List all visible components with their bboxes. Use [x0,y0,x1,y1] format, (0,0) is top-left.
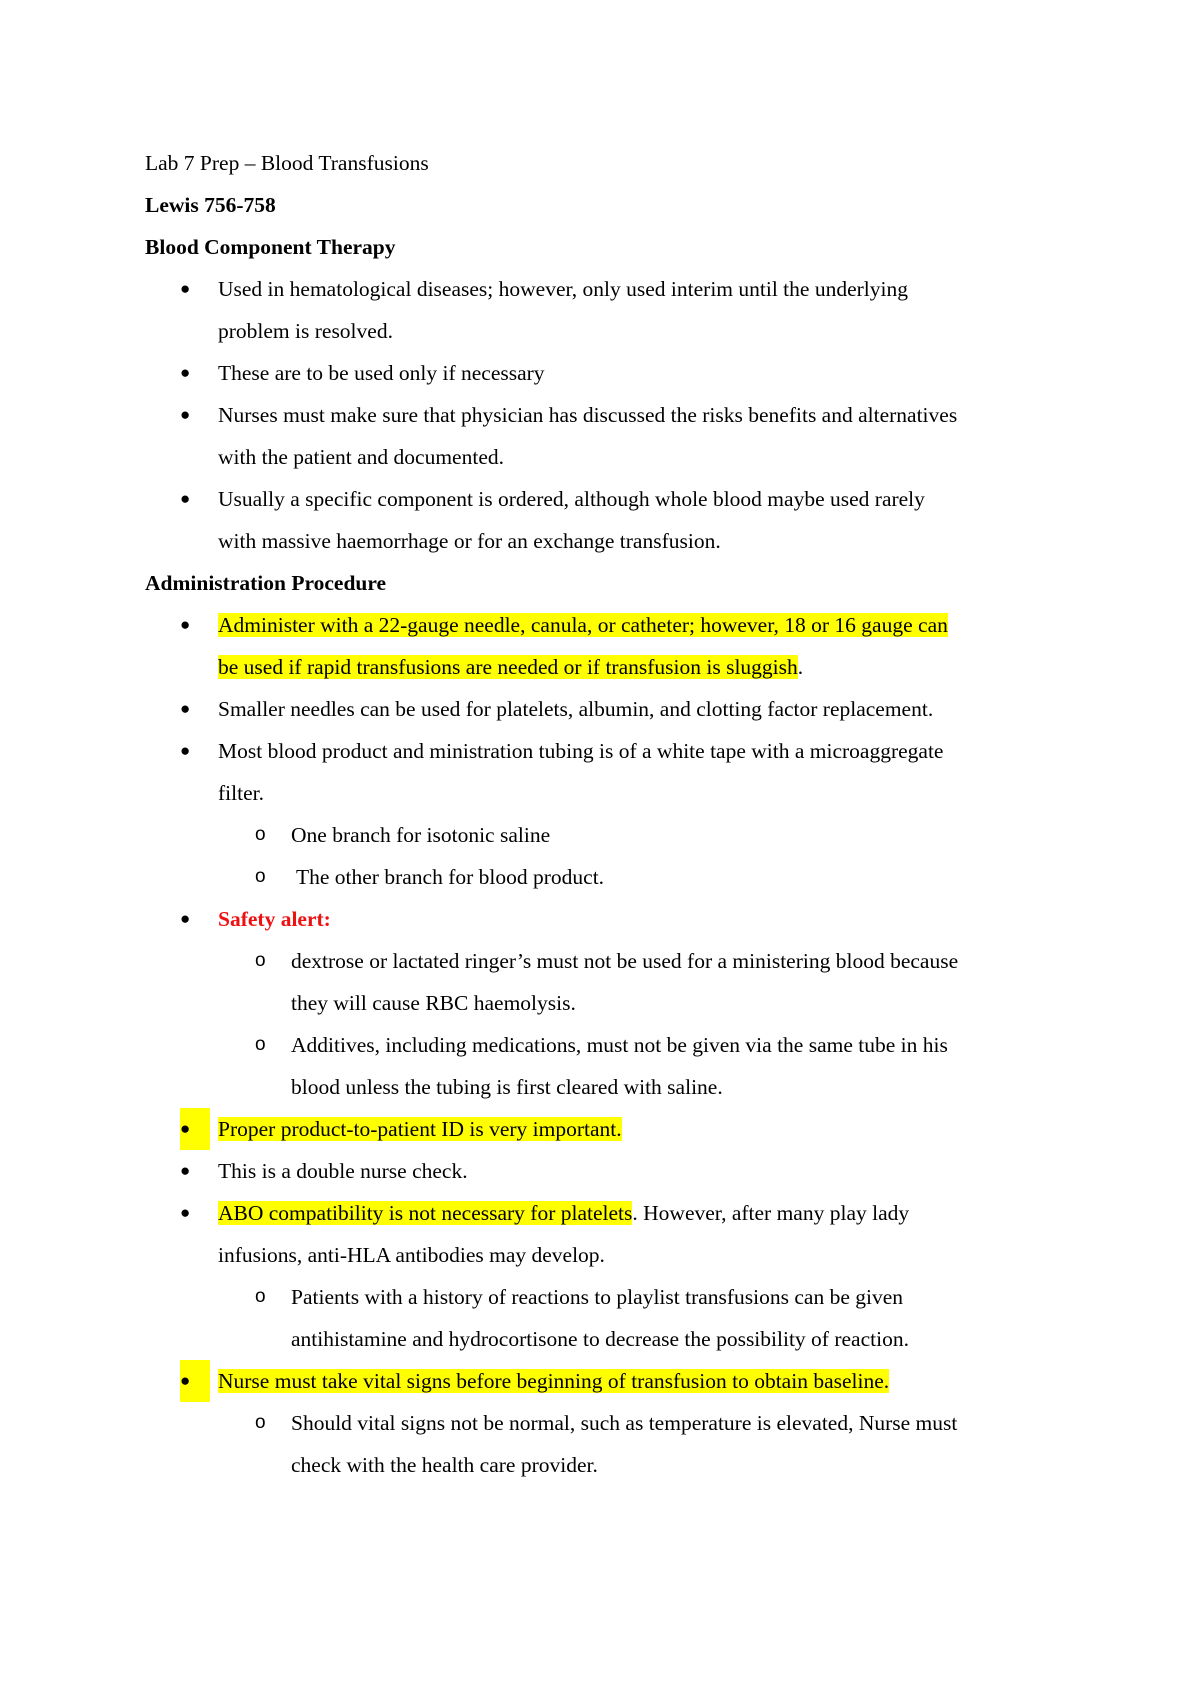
sub-list-item-text: One branch for isotonic saline [291,823,551,847]
bullet-icon: ● [180,363,191,382]
bullet-icon: ● [180,279,191,298]
list-item-safety-alert [145,898,1070,940]
bullet-icon: ● [180,1108,210,1150]
bullet-icon: ● [180,405,191,424]
list-item-text: filter. [218,781,264,805]
sub-list-item [145,856,1070,898]
bullet-icon: ● [180,615,191,634]
list-item [145,268,1070,352]
sub-bullet-icon: o [255,950,266,971]
section-heading-component-therapy: Blood Component Therapy [145,235,396,259]
safety-alert-label: Safety alert: [218,907,331,931]
sub-list-item [145,1024,1070,1108]
sub-bullet-icon: o [255,866,266,887]
list-item-text: problem is resolved. [218,319,393,343]
sub-list-item-text: antihistamine and hydrocortisone to decrease the possibility of reaction. [291,1327,909,1351]
document-body [145,142,1070,1486]
sub-bullet-icon: o [255,1034,266,1055]
reference-pages: Lewis 756-758 [145,193,276,217]
sub-list-item-text: check with the health care provider. [291,1453,598,1477]
sub-list-item [145,940,1070,1024]
sub-list-item-text: blood unless the tubing is first cleared with saline. [291,1075,723,1099]
sub-list-item [145,814,1070,856]
bullet-icon: ● [180,1360,210,1402]
highlighted-text: Nurse must take vital signs before beginning of transfusion to obtain baseline. [218,1369,890,1393]
section-heading-administration: Administration Procedure [145,571,387,595]
highlighted-text: be used if rapid transfusions are needed or if transfusion is sluggish [218,655,798,679]
list-item-text: These are to be used only if necessary [218,361,545,385]
highlighted-text: Proper product-to-patient ID is very important. [218,1117,622,1141]
highlighted-text: ABO compatibility is not necessary for platelets [218,1201,633,1225]
sub-bullet-icon: o [255,1412,266,1433]
list-item [145,730,1070,814]
list-item-gauge [145,604,1070,688]
list-item-text: This is a double nurse check. [218,1159,468,1183]
list-item [145,352,1070,394]
list-item [145,1150,1070,1192]
bullet-icon: ● [180,741,191,760]
list-item-text: infusions, anti-HLA antibodies may develop. [218,1243,605,1267]
list-item-text: . [797,655,804,679]
list-item-vitals [145,1360,1070,1402]
bullet-icon: ● [180,699,191,718]
list-item-text: Most blood product and ministration tubing is of a white tape with a microaggregate [218,739,944,763]
list-item-proper-id [145,1108,1070,1150]
list-item-text: with massive haemorrhage or for an exchange transfusion. [218,529,721,553]
sub-list-item-text: Additives, including medications, must not be given via the same tube in his [291,1033,948,1057]
list-item-text: with the patient and documented. [218,445,504,469]
list-item-text: . However, after many play lady [632,1201,910,1225]
sub-bullet-icon: o [255,824,266,845]
sub-list-item [145,1402,1070,1486]
bullet-icon: ● [180,1203,191,1222]
bullet-icon: ● [180,909,191,928]
sub-list-item-text: Patients with a history of reactions to playlist transfusions can be given [291,1285,904,1309]
bullet-icon: ● [180,1161,191,1180]
list-item [145,394,1070,478]
sub-list-item-text: Should vital signs not be normal, such as temperature is elevated, Nurse must [291,1411,958,1435]
sub-list-item-text: The other branch for blood product. [291,865,605,889]
list-item-text: Nurses must make sure that physician has discussed the risks benefits and alternatives [218,403,958,427]
list-item [145,688,1070,730]
list-item-text: Smaller needles can be used for platelets, albumin, and clotting factor replacement. [218,697,934,721]
list-item-text: Used in hematological diseases; however, only used interim until the underlying [218,277,908,301]
list-item-abo [145,1192,1070,1276]
sub-list-item [145,1276,1070,1360]
sub-bullet-icon: o [255,1286,266,1307]
sub-list-item-text: they will cause RBC haemolysis. [291,991,576,1015]
document-title: Lab 7 Prep – Blood Transfusions [145,151,429,175]
list-item-text: Usually a specific component is ordered, although whole blood maybe used rarely [218,487,925,511]
list-item [145,478,1070,562]
highlighted-text: Administer with a 22-gauge needle, canula, or catheter; however, 18 or 16 gauge can [218,613,948,637]
sub-list-item-text: dextrose or lactated ringer’s must not be used for a ministering blood because [291,949,959,973]
bullet-icon: ● [180,489,191,508]
